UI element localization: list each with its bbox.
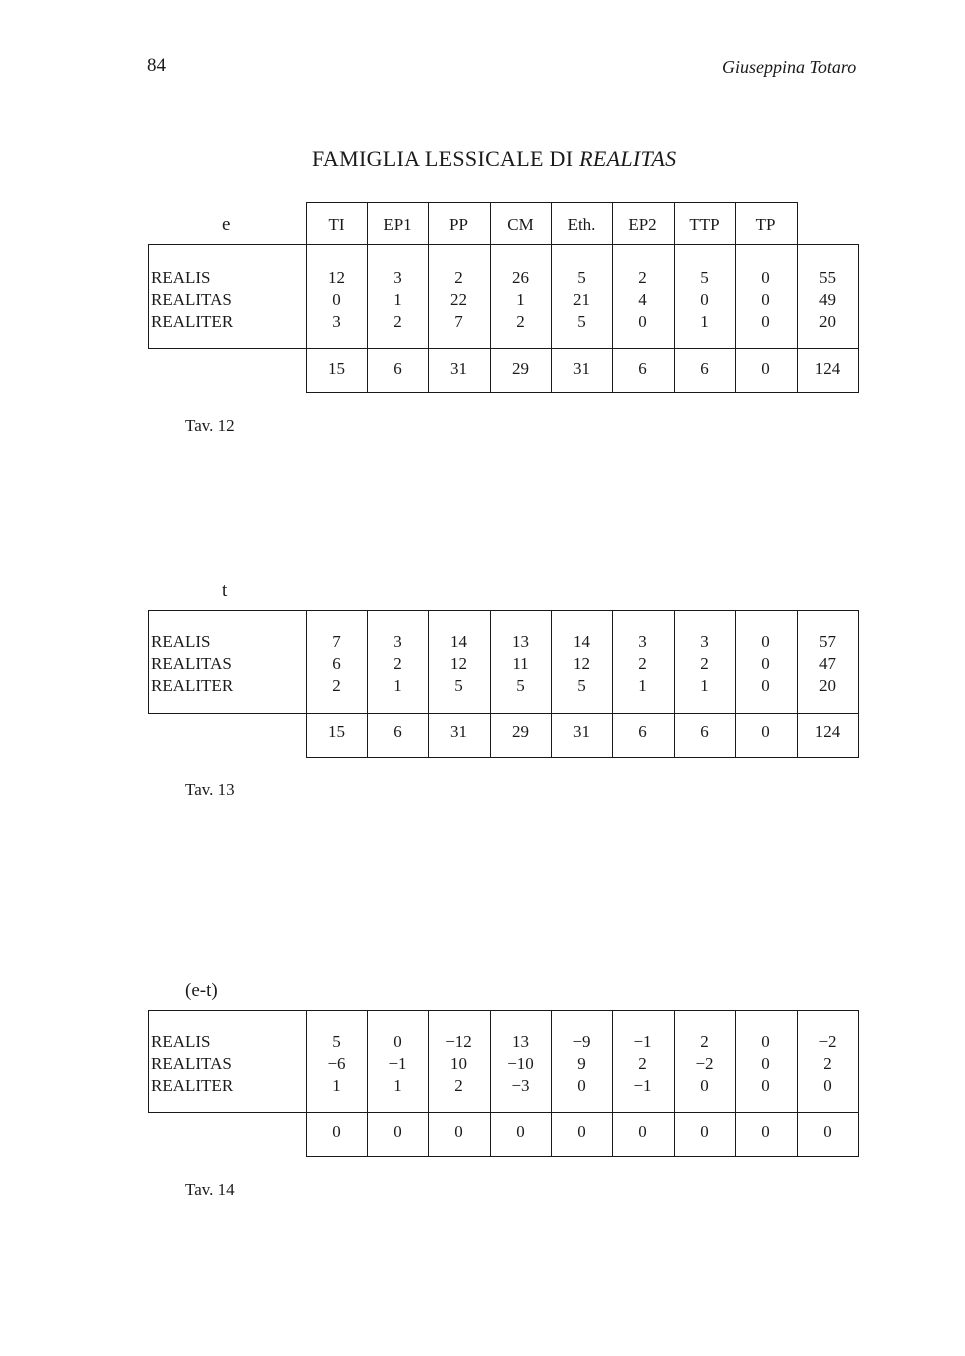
data-box-left-border bbox=[148, 610, 149, 714]
table-cell: 0 bbox=[761, 676, 770, 695]
header-column-divider bbox=[797, 202, 798, 245]
table-cell: 2 bbox=[332, 676, 341, 695]
row-label: REALITAS bbox=[151, 654, 232, 673]
data-box-bottom-border bbox=[148, 348, 859, 349]
table-cell: 0 bbox=[577, 1076, 586, 1095]
data-box-bottom-border bbox=[148, 713, 859, 714]
table-cell: 0 bbox=[700, 1076, 709, 1095]
table-cell: 7 bbox=[454, 312, 463, 331]
table-cell: −2 bbox=[695, 1054, 714, 1073]
table-cell: −2 bbox=[818, 1032, 837, 1051]
total-cell: 31 bbox=[573, 359, 590, 378]
table-cell: −12 bbox=[445, 1032, 472, 1051]
table-cell: 5 bbox=[454, 676, 463, 695]
table-cell: 13 bbox=[512, 1032, 529, 1051]
data-box-top-border bbox=[148, 244, 859, 245]
table-cell: 6 bbox=[332, 654, 341, 673]
table-cell: 0 bbox=[761, 312, 770, 331]
table-cell: 13 bbox=[512, 632, 529, 651]
total-cell: 0 bbox=[761, 359, 770, 378]
table-cell: 9 bbox=[577, 1054, 586, 1073]
total-cell: 15 bbox=[328, 359, 345, 378]
table-cell: 2 bbox=[823, 1054, 832, 1073]
table-cell: 3 bbox=[393, 268, 402, 287]
table-cell: −1 bbox=[388, 1054, 407, 1073]
table-cell: −3 bbox=[511, 1076, 530, 1095]
table-cell: 1 bbox=[332, 1076, 341, 1095]
table-cell: 11 bbox=[512, 654, 529, 673]
row-label: REALITER bbox=[151, 676, 234, 695]
title-italic: REALITAS bbox=[579, 146, 677, 171]
table-cell: 57 bbox=[819, 632, 836, 651]
table-cell: 0 bbox=[393, 1032, 402, 1051]
total-cell: 0 bbox=[393, 1122, 402, 1141]
total-cell: 0 bbox=[577, 1122, 586, 1141]
table-cell: 21 bbox=[573, 290, 590, 309]
table-label: t bbox=[222, 580, 228, 601]
data-box-bottom-border bbox=[148, 1112, 859, 1113]
table-caption: Tav. 14 bbox=[185, 1180, 235, 1199]
table-cell: 2 bbox=[393, 312, 402, 331]
column-divider bbox=[858, 244, 859, 393]
table-cell: 1 bbox=[393, 676, 402, 695]
table-cell: 0 bbox=[761, 268, 770, 287]
table-cell: 0 bbox=[823, 1076, 832, 1095]
total-cell: 6 bbox=[700, 722, 709, 741]
table-cell: 1 bbox=[516, 290, 525, 309]
total-cell: 6 bbox=[638, 722, 647, 741]
total-cell: 6 bbox=[638, 359, 647, 378]
table-cell: 3 bbox=[332, 312, 341, 331]
column-divider bbox=[858, 1010, 859, 1157]
table-cell: 1 bbox=[393, 290, 402, 309]
table-cell: 5 bbox=[516, 676, 525, 695]
title-prefix: FAMIGLIA LESSICALE DI bbox=[312, 146, 580, 171]
total-cell: 0 bbox=[700, 1122, 709, 1141]
data-box-left-border bbox=[148, 244, 149, 349]
total-cell: 0 bbox=[638, 1122, 647, 1141]
row-label: REALITAS bbox=[151, 1054, 232, 1073]
table-cell: 20 bbox=[819, 312, 836, 331]
row-label: REALIS bbox=[151, 632, 211, 651]
table-cell: −1 bbox=[633, 1076, 652, 1095]
table-cell: 47 bbox=[819, 654, 836, 673]
table-cell: 5 bbox=[577, 268, 586, 287]
row-label: REALIS bbox=[151, 1032, 211, 1051]
table-cell: 0 bbox=[761, 1076, 770, 1095]
table-cell: 2 bbox=[700, 654, 709, 673]
column-header: Eth. bbox=[567, 215, 596, 234]
table-cell: 12 bbox=[328, 268, 345, 287]
table-cell: 2 bbox=[638, 654, 647, 673]
totals-bottom-border bbox=[306, 1156, 859, 1157]
page-title bbox=[312, 146, 676, 172]
total-cell: 124 bbox=[814, 722, 841, 741]
page-number: 84 bbox=[147, 55, 166, 76]
row-label: REALIS bbox=[151, 268, 211, 287]
table-cell: 5 bbox=[577, 312, 586, 331]
table-cell: 3 bbox=[393, 632, 402, 651]
data-box-top-border bbox=[148, 610, 859, 611]
column-header: EP1 bbox=[383, 215, 412, 234]
table-cell: 2 bbox=[393, 654, 402, 673]
table-cell: −6 bbox=[327, 1054, 346, 1073]
table-cell: 3 bbox=[638, 632, 647, 651]
table-cell: 7 bbox=[332, 632, 341, 651]
table-cell: 2 bbox=[454, 1076, 463, 1095]
total-cell: 6 bbox=[393, 359, 402, 378]
table-cell: −10 bbox=[507, 1054, 534, 1073]
table-cell: 1 bbox=[393, 1076, 402, 1095]
column-header: TP bbox=[755, 215, 776, 234]
table-cell: 1 bbox=[700, 676, 709, 695]
column-header: TI bbox=[328, 215, 345, 234]
total-cell: 0 bbox=[761, 1122, 770, 1141]
column-header: TTP bbox=[689, 215, 720, 234]
table-cell: 1 bbox=[700, 312, 709, 331]
table-cell: 49 bbox=[819, 290, 836, 309]
table-caption: Tav. 12 bbox=[185, 416, 235, 435]
table-cell: 2 bbox=[454, 268, 463, 287]
table-cell: 2 bbox=[638, 268, 647, 287]
table-cell: 0 bbox=[332, 290, 341, 309]
totals-bottom-border bbox=[306, 392, 859, 393]
total-cell: 31 bbox=[450, 722, 467, 741]
table-cell: 10 bbox=[450, 1054, 467, 1073]
table-cell: 55 bbox=[819, 268, 836, 287]
table-caption: Tav. 13 bbox=[185, 780, 235, 799]
column-header: CM bbox=[507, 215, 534, 234]
total-cell: 0 bbox=[823, 1122, 832, 1141]
table-cell: 0 bbox=[761, 1054, 770, 1073]
total-cell: 0 bbox=[516, 1122, 525, 1141]
table-cell: 0 bbox=[761, 654, 770, 673]
table-cell: 2 bbox=[700, 1032, 709, 1051]
row-label: REALITER bbox=[151, 312, 234, 331]
table-cell: 0 bbox=[638, 312, 647, 331]
table-cell: 12 bbox=[450, 654, 467, 673]
total-cell: 31 bbox=[450, 359, 467, 378]
table-cell: 0 bbox=[761, 632, 770, 651]
table-cell: 5 bbox=[577, 676, 586, 695]
table-cell: 20 bbox=[819, 676, 836, 695]
table-cell: 5 bbox=[700, 268, 709, 287]
row-label: REALITER bbox=[151, 1076, 234, 1095]
table-label: (e-t) bbox=[185, 980, 218, 1001]
table-cell: 2 bbox=[638, 1054, 647, 1073]
table-cell: 3 bbox=[700, 632, 709, 651]
total-cell: 124 bbox=[814, 359, 841, 378]
total-cell: 15 bbox=[328, 722, 345, 741]
table-cell: 4 bbox=[638, 290, 647, 309]
table-cell: −1 bbox=[633, 1032, 652, 1051]
total-cell: 6 bbox=[700, 359, 709, 378]
table-cell: 22 bbox=[450, 290, 467, 309]
data-box-top-border bbox=[148, 1010, 859, 1011]
total-cell: 6 bbox=[393, 722, 402, 741]
total-cell: 0 bbox=[761, 722, 770, 741]
data-box-left-border bbox=[148, 1010, 149, 1113]
table-cell: 0 bbox=[761, 290, 770, 309]
row-label: REALITAS bbox=[151, 290, 232, 309]
table-cell: 26 bbox=[512, 268, 529, 287]
table-cell: 2 bbox=[516, 312, 525, 331]
table-cell: 5 bbox=[332, 1032, 341, 1051]
table-cell: 12 bbox=[573, 654, 590, 673]
total-cell: 0 bbox=[454, 1122, 463, 1141]
table-cell: 0 bbox=[761, 1032, 770, 1051]
running-header-author: Giuseppina Totaro bbox=[722, 57, 857, 77]
total-cell: 31 bbox=[573, 722, 590, 741]
total-cell: 29 bbox=[512, 359, 529, 378]
table-cell: 14 bbox=[573, 632, 590, 651]
table-cell: 14 bbox=[450, 632, 467, 651]
total-cell: 29 bbox=[512, 722, 529, 741]
totals-bottom-border bbox=[306, 757, 859, 758]
column-divider bbox=[858, 610, 859, 758]
table-cell: 1 bbox=[638, 676, 647, 695]
table-label: e bbox=[222, 214, 231, 235]
column-header: PP bbox=[449, 215, 468, 234]
total-cell: 0 bbox=[332, 1122, 341, 1141]
table-cell: 0 bbox=[700, 290, 709, 309]
header-top-border bbox=[306, 202, 798, 203]
table-cell: −9 bbox=[572, 1032, 591, 1051]
column-header: EP2 bbox=[628, 215, 657, 234]
